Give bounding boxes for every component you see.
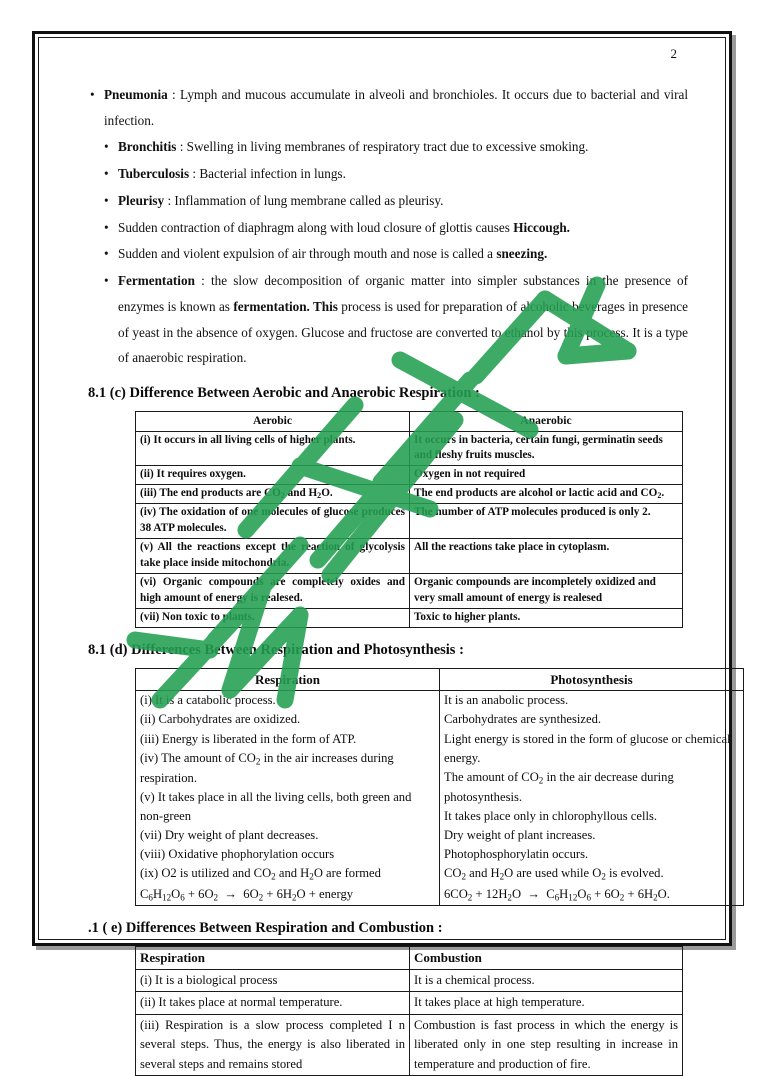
table-aerobic-vs-anaerobic <box>135 411 683 627</box>
cell-anaerobic: All the reactions take place in cytoplasm. <box>410 538 683 573</box>
cell-line: It is an anabolic process. <box>444 693 569 708</box>
respiratory-disorders-list <box>88 82 688 371</box>
table-row <box>136 608 683 627</box>
cell-combustion: It is a chemical process. <box>410 969 683 992</box>
table-row <box>136 992 683 1015</box>
table-row <box>136 504 683 539</box>
cell-line: (v) It takes place in all the living cells, both green and non-green <box>140 789 412 824</box>
cell-anaerobic: Organic compounds are incompletely oxidized and very small amount of energy is realesed <box>410 573 683 608</box>
cell-combustion: It takes place at high temperature. <box>410 992 683 1015</box>
column-header-respiration: Respiration <box>136 946 410 969</box>
cell-anaerobic: Toxic to higher plants. <box>410 608 683 627</box>
list-item <box>88 241 688 267</box>
list-item <box>88 82 688 133</box>
cell-aerobic: (v) All the reactions except the reaction of glycolysis take place inside mitochondria. <box>136 538 410 573</box>
bullet-text: the slow decomposition of organic matter into simpler substances in the presence of enzymes is known as <box>118 273 688 314</box>
bullet-term: Bronchitis <box>118 139 177 155</box>
cell-aerobic: (vi) Organic compounds are completely oxides and high amount of energy is realesed. <box>136 573 410 608</box>
cell-line: (ix) O2 is utilized and $CO_2$ and $H_2O$ are formed <box>140 866 381 882</box>
cell-aerobic: (i) It occurs in all living cells of higher plants. <box>136 431 410 466</box>
cell-respiration: (i) It is a biological process <box>136 969 410 992</box>
cell-photosynthesis <box>440 691 744 905</box>
cell-line: $6CO_2 + 12H_2O \to C_6H_{12}O_6 + 6O_2 + 6H_2O$. <box>444 886 670 902</box>
table-header-row <box>136 668 744 691</box>
cell-line: It takes place only in chlorophyllous cells. <box>444 809 657 824</box>
bullet-icon: • <box>104 219 109 235</box>
bullet-tail-emphasis: Hiccough. <box>513 219 570 235</box>
document-body <box>88 82 731 1076</box>
table-header-row <box>136 946 683 969</box>
bullet-text-continued: process is used for preparation of alcoholic beverages in presence of yeast in the absence of oxygen. Glucose and fructose are converted to ethanol by this process. It is a type of anaerobic respiration. <box>118 298 688 366</box>
table-respiration-vs-photosynthesis <box>135 668 744 906</box>
section-heading-respiration-combustion: .1 ( e) Differences Between Respiration and Combustion : <box>88 919 443 936</box>
bullet-tail-emphasis: sneezing. <box>496 246 548 262</box>
cell-aerobic: (iii) The end products are $CO_2$ and $H_2O$. <box>136 485 410 504</box>
bullet-term: Pneumonia <box>104 87 168 102</box>
bullet-text: Lymph and mucous accumulate in alveoli and bronchioles. It occurs due to bacterial and viral infection. <box>104 87 688 128</box>
cell-aerobic: (vii) Non toxic to plants. <box>136 608 410 627</box>
bullet-text: Bacterial infection in lungs. <box>199 166 346 182</box>
table-row <box>136 538 683 573</box>
bullet-separator: : <box>194 273 211 289</box>
column-header-anaerobic: Anaerobic <box>410 412 683 431</box>
cell-line: (iv) The amount of $CO_2$ in the air increases during respiration. <box>140 750 394 785</box>
column-header-respiration: Respiration <box>136 668 440 691</box>
bullet-icon: • <box>90 87 95 102</box>
column-header-aerobic: Aerobic <box>136 412 410 431</box>
bullet-icon: • <box>104 166 109 182</box>
cell-line: Light energy is stored in the form of glucose or chemical energy. <box>444 731 731 765</box>
table-respiration-vs-combustion <box>135 946 683 1076</box>
cell-anaerobic: Oxygen in not required <box>410 466 683 485</box>
table-row <box>136 431 683 466</box>
cell-anaerobic: The number of ATP molecules produced is only 2. <box>410 504 683 539</box>
list-item <box>88 215 688 241</box>
bullet-mid-emphasis: fermentation. This <box>233 298 338 314</box>
bullet-term: Fermentation <box>118 273 195 289</box>
section-heading-respiration-photosynthesis: 8.1 (d) Differences Between Respiration and Photosynthesis : <box>88 641 464 658</box>
bullet-icon: • <box>104 273 109 289</box>
cell-line: (i) It is a catabolic process. <box>140 693 276 708</box>
cell-anaerobic: The end products are alcohol or lactic acid and $CO_2$. <box>410 485 683 504</box>
list-item <box>88 188 688 214</box>
bullet-term: Pleurisy <box>118 192 165 208</box>
cell-line: (vii) Dry weight of plant decreases. <box>140 828 319 843</box>
cell-line: (iii) Energy is liberated in the form of ATP. <box>140 731 357 746</box>
bullet-term: Tuberculosis <box>118 166 190 182</box>
cell-line: Carbohydrates are synthesized. <box>444 712 602 727</box>
table-row <box>136 969 683 992</box>
bullet-separator: : <box>189 166 200 182</box>
bullet-icon: • <box>104 192 109 208</box>
cell-line: Dry weight of plant increases. <box>444 828 596 843</box>
table-row <box>136 691 744 905</box>
section-heading-aerobic-anaerobic: 8.1 (c) Difference Between Aerobic and Anaerobic Respiration : <box>88 385 480 402</box>
cell-combustion: Combustion is fast process in which the energy is liberated only in one step resulting in increase in temperature and production of fire. <box>410 1014 683 1076</box>
column-header-photosynthesis: Photosynthesis <box>440 668 744 691</box>
cell-line: $C_6H_{12}O_6 + 6O_2 \to 6O_2 + 6H_2O$ + energy <box>140 886 354 902</box>
cell-line: (ii) Carbohydrates are oxidized. <box>140 712 301 727</box>
list-item <box>88 161 688 187</box>
cell-line: Photophosphorylatin occurs. <box>444 847 589 862</box>
list-item <box>88 268 688 371</box>
bullet-separator: : <box>167 87 181 102</box>
list-item <box>88 134 688 160</box>
cell-line: $CO_2$ and $H_2O$ are used while $O_2$ is evolved. <box>444 866 664 882</box>
cell-aerobic: (iv) The oxidation of one molecules of glucose produces 38 ATP molecules. <box>136 504 410 539</box>
cell-respiration: (iii) Respiration is a slow process completed I n several steps. Thus, the energy is also liberated in several steps and remains stored <box>136 1014 410 1076</box>
bullet-separator: : <box>176 139 187 155</box>
bullet-icon: • <box>104 246 109 262</box>
bullet-text: Inflammation of lung membrane called as pleurisy. <box>174 192 444 208</box>
table-row <box>136 573 683 608</box>
cell-line: (viii) Oxidative phophorylation occurs <box>140 847 335 862</box>
table-row <box>136 485 683 504</box>
table-row <box>136 466 683 485</box>
cell-aerobic: (ii) It requires oxygen. <box>136 466 410 485</box>
page-number: 2 <box>670 46 677 61</box>
cell-respiration <box>136 691 440 905</box>
cell-anaerobic: It occurs in bacteria, certain fungi, germinatin seeds and fleshy fruits muscles. <box>410 431 683 466</box>
bullet-separator: : <box>164 192 175 208</box>
cell-line: The amount of $CO_2$ in the air decrease during photosynthesis. <box>444 769 674 804</box>
column-header-combustion: Combustion <box>410 946 683 969</box>
table-header-row <box>136 412 683 431</box>
bullet-icon: • <box>104 139 109 155</box>
bullet-text: Sudden contraction of diaphragm along with loud closure of glottis causes <box>118 219 514 235</box>
bullet-text: Sudden and violent expulsion of air through mouth and nose is called a <box>118 246 497 262</box>
bullet-text: Swelling in living membranes of respiratory tract due to excessive smoking. <box>186 139 589 155</box>
table-row <box>136 1014 683 1076</box>
cell-respiration: (ii) It takes place at normal temperature. <box>136 992 410 1015</box>
